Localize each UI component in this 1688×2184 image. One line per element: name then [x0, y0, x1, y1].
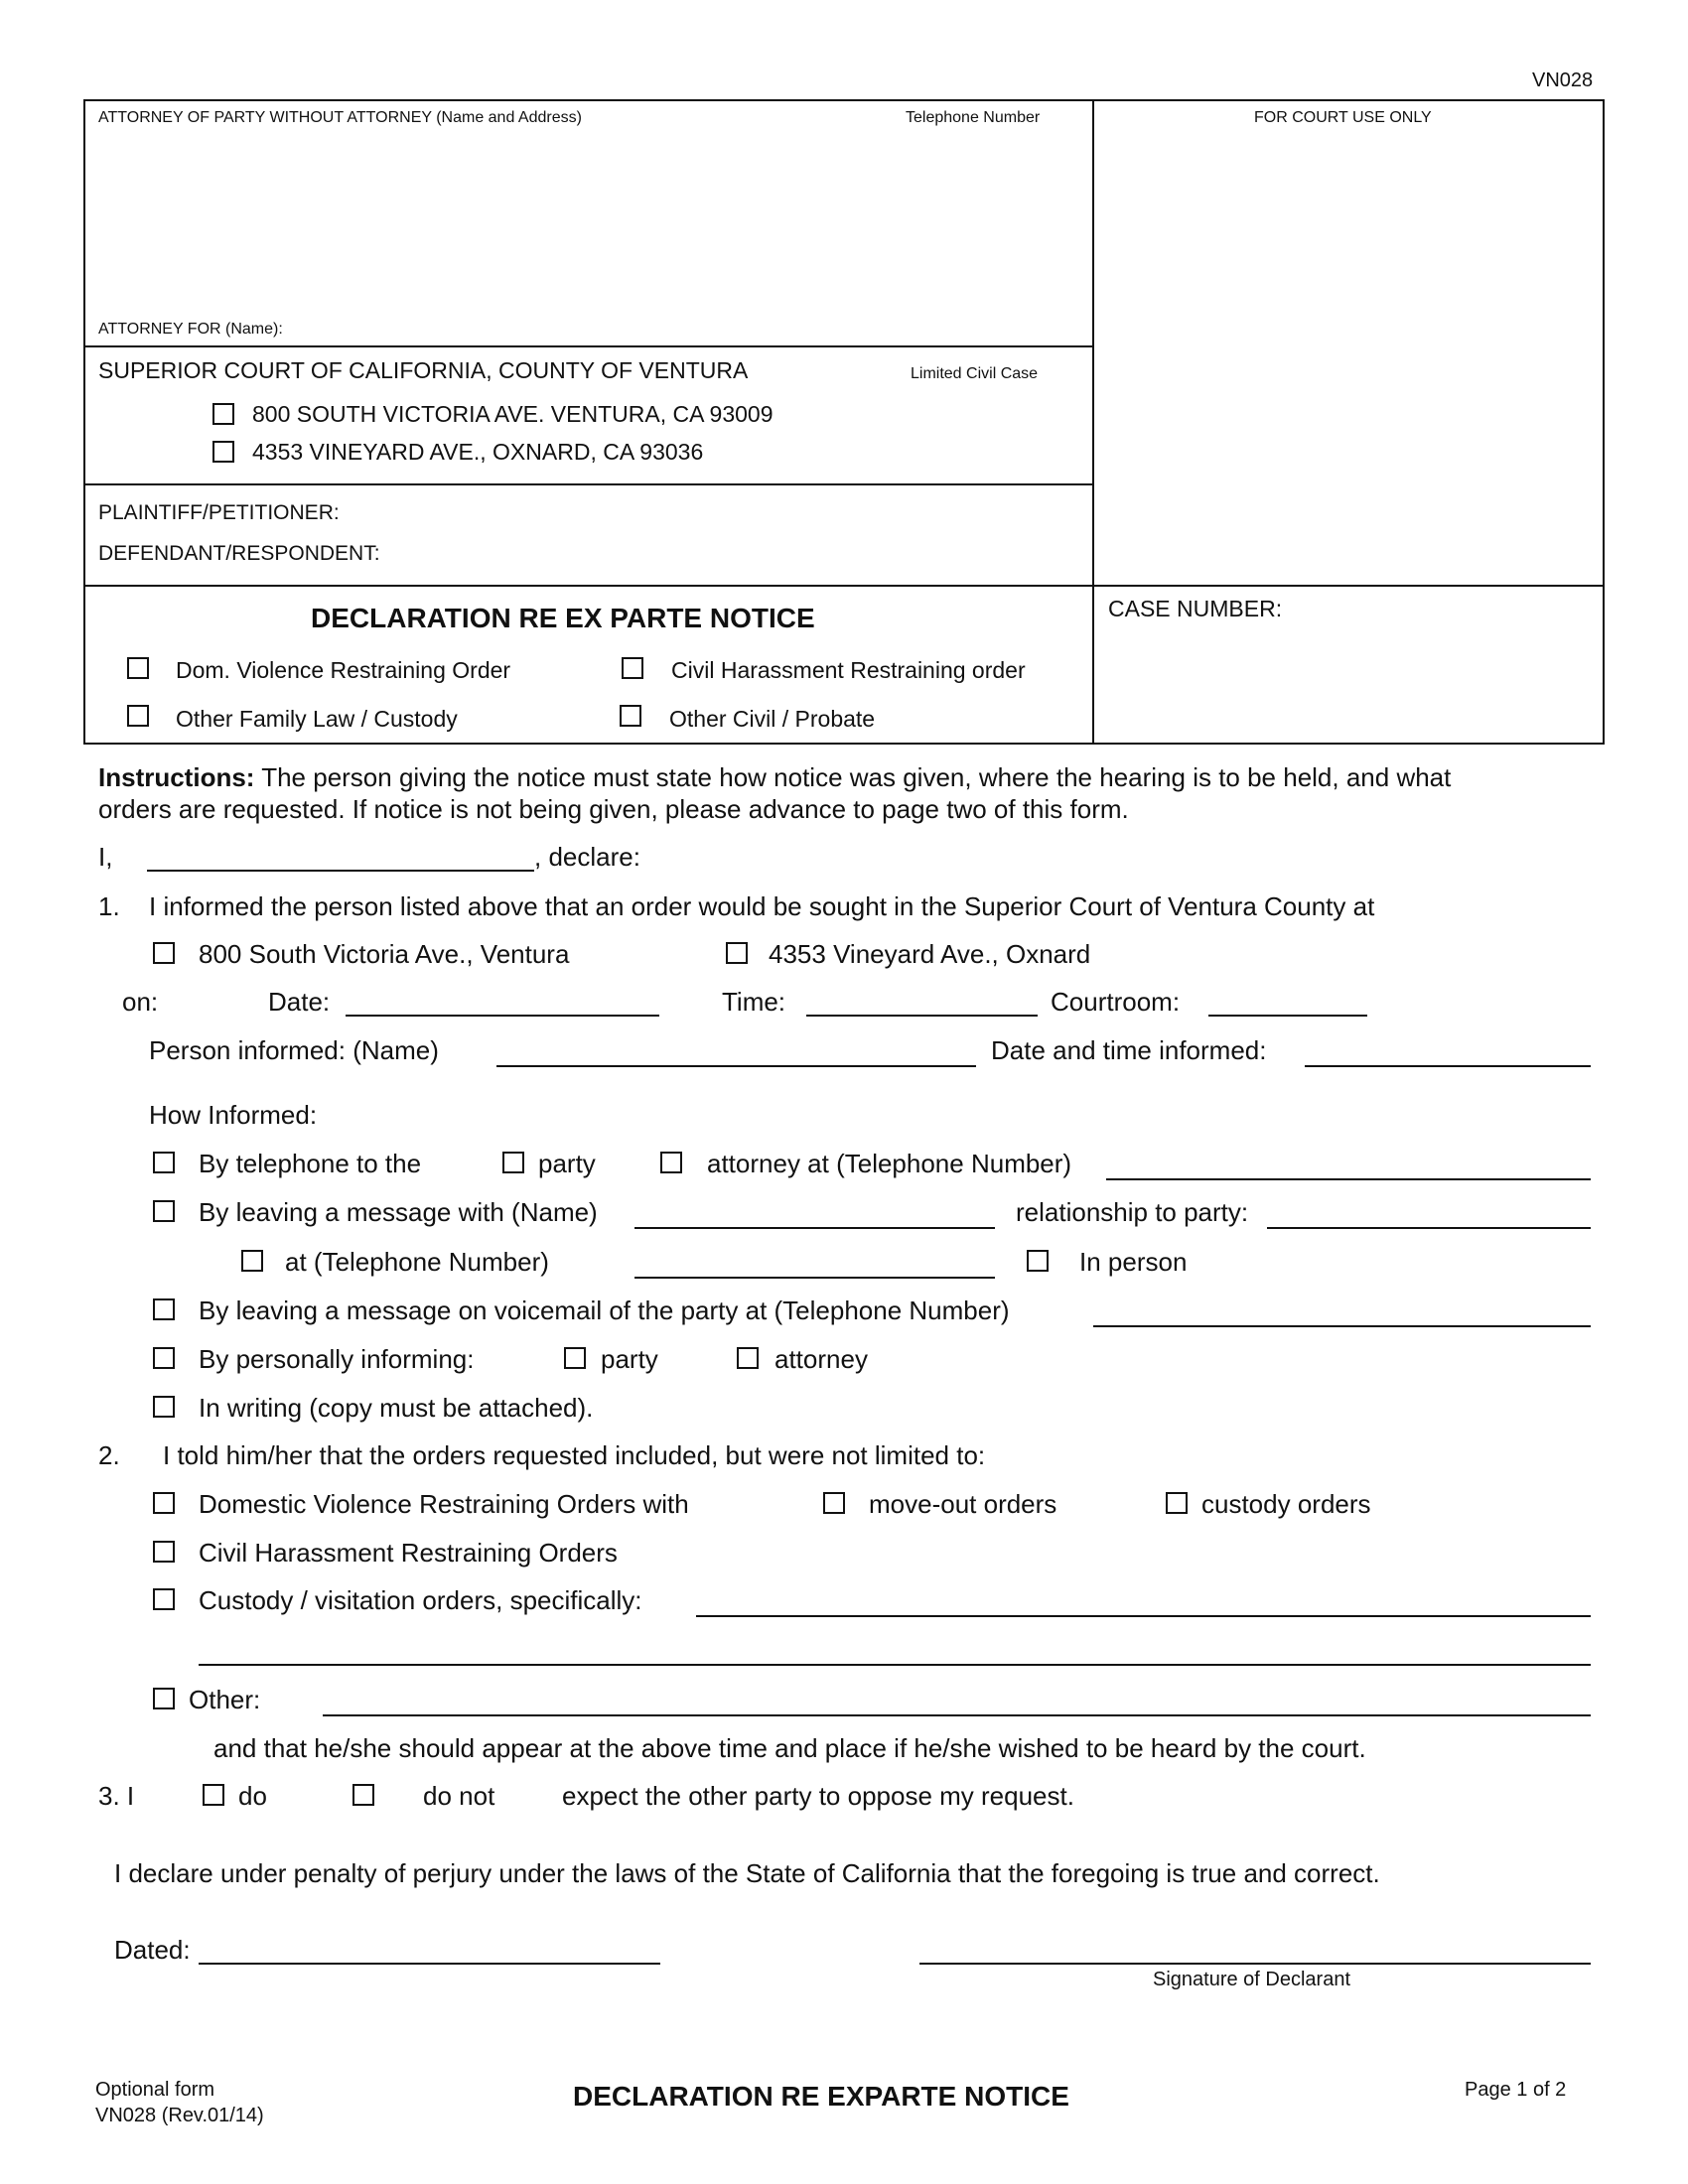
personally-party-checkbox[interactable]: [564, 1347, 586, 1369]
date-time-informed-line[interactable]: [1305, 1065, 1591, 1067]
dated-line[interactable]: [199, 1963, 660, 1965]
case-number-label: CASE NUMBER:: [1108, 596, 1283, 621]
by-telephone-label: By telephone to the: [199, 1149, 422, 1178]
personally-party-label: party: [601, 1344, 658, 1374]
message-telephone-checkbox[interactable]: [241, 1250, 263, 1272]
by-message-checkbox[interactable]: [153, 1200, 175, 1222]
message-name-line[interactable]: [634, 1227, 995, 1229]
instructions-line-2: orders are requested. If notice is not being given, please advance to page two of this form.: [98, 794, 1129, 824]
instructions-lead: Instructions:: [98, 762, 255, 792]
item-1-text: I informed the person listed above that an order would be sought in the Superior Court of Ventura County at: [149, 891, 1375, 921]
defendant-label: DEFENDANT/RESPONDENT:: [98, 542, 380, 565]
form-title: DECLARATION RE EX PARTE NOTICE: [311, 603, 815, 633]
address-2-checkbox[interactable]: [212, 441, 234, 463]
attorney-for-label: ATTORNEY FOR (Name):: [98, 321, 283, 338]
message-telephone-label: at (Telephone Number): [285, 1247, 549, 1277]
custody-visitation-label: Custody / visitation orders, specifically:: [199, 1585, 642, 1615]
footer-revision: VN028 (Rev.01/14): [95, 2105, 264, 2126]
do-not-checkbox[interactable]: [352, 1784, 374, 1806]
courtroom-line[interactable]: [1208, 1015, 1367, 1017]
dv-orders-checkbox[interactable]: [153, 1492, 175, 1514]
in-writing-label: In writing (copy must be attached).: [199, 1393, 594, 1423]
declarant-name-line[interactable]: [147, 870, 534, 872]
move-out-label: move-out orders: [869, 1489, 1057, 1519]
other-orders-line[interactable]: [323, 1714, 1591, 1716]
in-person-checkbox[interactable]: [1027, 1250, 1049, 1272]
footer-title: DECLARATION RE EXPARTE NOTICE: [573, 2081, 1069, 2112]
family-law-checkbox[interactable]: [127, 705, 149, 727]
message-telephone-line[interactable]: [634, 1277, 995, 1279]
instructions-line-1: [98, 762, 1451, 793]
personally-attorney-label: attorney: [774, 1344, 868, 1374]
time-line[interactable]: [806, 1015, 1038, 1017]
voicemail-line[interactable]: [1093, 1325, 1591, 1327]
other-orders-checkbox[interactable]: [153, 1688, 175, 1709]
item-3-text: expect the other party to oppose my request.: [562, 1781, 1074, 1811]
perjury-statement: I declare under penalty of perjury under the laws of the State of California that the foregoing is true and correct.: [114, 1858, 1380, 1888]
item-1-number: 1.: [98, 891, 120, 921]
voicemail-label: By leaving a message on voicemail of the party at (Telephone Number): [199, 1296, 1010, 1325]
personally-label: By personally informing:: [199, 1344, 475, 1374]
item-2-number: 2.: [98, 1440, 120, 1470]
how-informed-label: How Informed:: [149, 1100, 318, 1130]
attorney-label: ATTORNEY OF PARTY WITHOUT ATTORNEY (Name and Address): [98, 109, 582, 126]
declare-i: I,: [98, 842, 113, 872]
civil-harassment-checkbox[interactable]: [622, 657, 643, 679]
move-out-checkbox[interactable]: [823, 1492, 845, 1514]
location-vineyard-label: 4353 Vineyard Ave., Oxnard: [769, 939, 1091, 969]
family-law-label: Other Family Law / Custody: [176, 706, 458, 732]
custody-orders-checkbox[interactable]: [1166, 1492, 1188, 1514]
item-3-number: 3. I: [98, 1781, 135, 1811]
address-2-label: 4353 VINEYARD AVE., OXNARD, CA 93036: [252, 439, 704, 465]
date-time-informed-label: Date and time informed:: [991, 1035, 1267, 1065]
item-2-text: I told him/her that the orders requested included, but were not limited to:: [163, 1440, 986, 1470]
time-label: Time:: [722, 987, 786, 1017]
personally-attorney-checkbox[interactable]: [737, 1347, 759, 1369]
address-1-label: 800 SOUTH VICTORIA AVE. VENTURA, CA 93009: [252, 401, 774, 427]
location-victoria-checkbox[interactable]: [153, 942, 175, 964]
dv-restraining-checkbox[interactable]: [127, 657, 149, 679]
relationship-line[interactable]: [1267, 1227, 1591, 1229]
person-informed-line[interactable]: [496, 1065, 976, 1067]
person-informed-label: Person informed: (Name): [149, 1035, 439, 1065]
court-use-label: FOR COURT USE ONLY: [1254, 109, 1432, 126]
do-not-label: do not: [423, 1781, 495, 1811]
do-label: do: [238, 1781, 267, 1811]
on-label: on:: [122, 987, 159, 1017]
telephone-label: Telephone Number: [906, 109, 1041, 126]
civil-probate-label: Other Civil / Probate: [669, 706, 876, 732]
telephone-party-label: party: [538, 1149, 596, 1178]
custody-specifics-line-1[interactable]: [696, 1615, 1591, 1617]
footer-page: Page 1 of 2: [1465, 2079, 1567, 2101]
telephone-party-checkbox[interactable]: [502, 1152, 524, 1173]
dv-restraining-label: Dom. Violence Restraining Order: [176, 657, 511, 683]
civil-probate-checkbox[interactable]: [620, 705, 641, 727]
custody-orders-label: custody orders: [1201, 1489, 1371, 1519]
telephone-number-line[interactable]: [1106, 1178, 1591, 1180]
instructions-text-1: The person giving the notice must state how notice was given, where the hearing is to be held, and what: [254, 762, 1452, 792]
telephone-attorney-label: attorney at (Telephone Number): [707, 1149, 1072, 1178]
form-id: VN028: [1532, 69, 1594, 91]
in-person-label: In person: [1079, 1247, 1188, 1277]
civil-harassment-orders-checkbox[interactable]: [153, 1541, 175, 1563]
limited-civil-label: Limited Civil Case: [911, 365, 1039, 382]
dated-label: Dated:: [114, 1935, 191, 1965]
plaintiff-label: PLAINTIFF/PETITIONER:: [98, 501, 340, 524]
declare-text: , declare:: [534, 842, 640, 872]
custody-specifics-line-2[interactable]: [199, 1664, 1591, 1666]
by-telephone-checkbox[interactable]: [153, 1152, 175, 1173]
voicemail-checkbox[interactable]: [153, 1298, 175, 1320]
civil-harassment-label: Civil Harassment Restraining order: [671, 657, 1026, 683]
by-message-label: By leaving a message with (Name): [199, 1197, 598, 1227]
court-name: SUPERIOR COURT OF CALIFORNIA, COUNTY OF VENTURA: [98, 357, 749, 383]
appear-text: and that he/she should appear at the above time and place if he/she wished to be heard by the court.: [213, 1733, 1366, 1763]
location-vineyard-checkbox[interactable]: [726, 942, 748, 964]
address-1-checkbox[interactable]: [212, 403, 234, 425]
footer-optional: Optional form: [95, 2079, 215, 2101]
telephone-attorney-checkbox[interactable]: [660, 1152, 682, 1173]
relationship-label: relationship to party:: [1016, 1197, 1249, 1227]
do-checkbox[interactable]: [203, 1784, 224, 1806]
date-line[interactable]: [346, 1015, 659, 1017]
courtroom-label: Courtroom:: [1051, 987, 1181, 1017]
in-writing-checkbox[interactable]: [153, 1396, 175, 1418]
personally-checkbox[interactable]: [153, 1347, 175, 1369]
custody-visitation-checkbox[interactable]: [153, 1588, 175, 1610]
civil-harassment-orders-label: Civil Harassment Restraining Orders: [199, 1538, 618, 1568]
signature-line[interactable]: [919, 1963, 1591, 1965]
location-victoria-label: 800 South Victoria Ave., Ventura: [199, 939, 570, 969]
other-orders-label: Other:: [189, 1685, 261, 1714]
dv-orders-label: Domestic Violence Restraining Orders with: [199, 1489, 689, 1519]
signature-label: Signature of Declarant: [1153, 1969, 1351, 1990]
date-label: Date:: [268, 987, 331, 1017]
